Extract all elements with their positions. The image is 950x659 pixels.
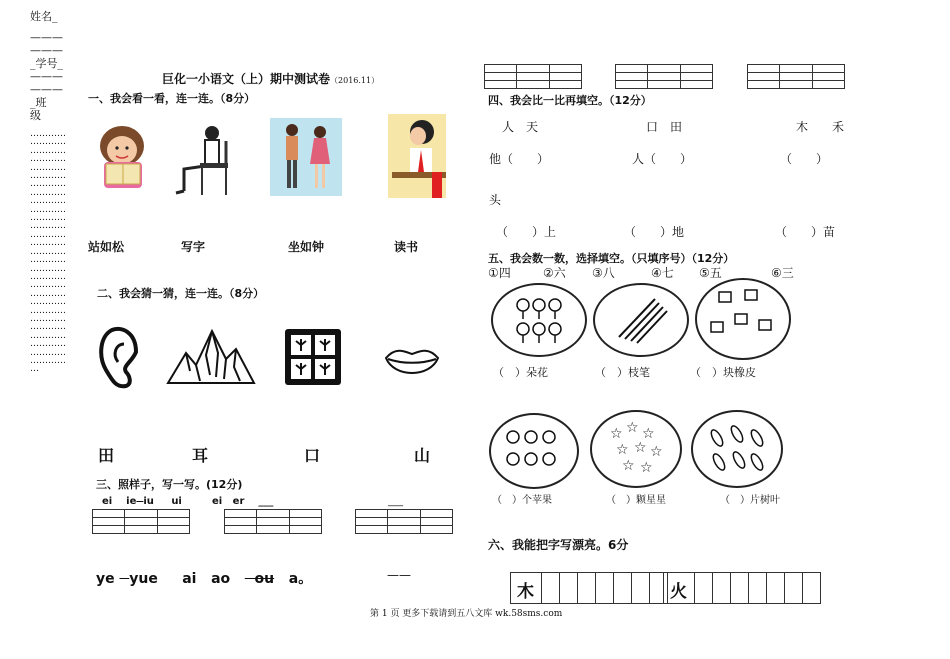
apples-oval [489, 413, 579, 489]
pencil-icons [595, 285, 687, 355]
model-box-mu [510, 572, 542, 604]
pinyin-row-2 [96, 568, 312, 588]
class-label: _班 [30, 96, 47, 109]
label-zhanrusong: 站如松 [88, 240, 125, 254]
pinyin-ui: ui [171, 496, 182, 507]
writing-grid-2[interactable] [224, 509, 322, 534]
pinyin-ei: ei [102, 496, 113, 507]
stars-oval [590, 410, 682, 488]
svg-text:☆: ☆ [650, 444, 663, 460]
svg-text:☆: ☆ [626, 420, 639, 436]
label-zuoruzhong: 坐如钟 [288, 240, 325, 254]
star-icons [592, 412, 680, 486]
standing-children-image [270, 118, 342, 196]
fill-blank[interactable]: （ ） [780, 152, 829, 166]
option-3: ③八 [592, 266, 615, 280]
pinyin-ye: ye [96, 571, 115, 587]
id-label: _学号_ [30, 57, 63, 70]
option-2: ②六 [543, 266, 566, 280]
caption-leaves[interactable]: （ ）片树叶 [720, 495, 780, 506]
class-label-2: 级 [30, 109, 41, 122]
pinyin-ei-2: ei [212, 496, 223, 507]
blank-2: ___ [388, 496, 403, 507]
section3-heading: 三、照样子，写一写。(12分) [96, 478, 243, 491]
pinyin-ao: ao [211, 571, 231, 587]
caption-pencils[interactable]: （ ）枝笔 [595, 366, 650, 379]
top-grid-3[interactable] [747, 64, 845, 89]
pencils-oval [593, 283, 689, 357]
section2-heading: 二、我会猜一猜，连一连。（8分） [97, 287, 265, 300]
title-date: （2016.11） [330, 76, 380, 85]
writing-grid-1[interactable] [92, 509, 190, 534]
option-4: ④七 [651, 266, 674, 280]
pinyin-ie: ie [126, 496, 137, 507]
pinyin-ai: ai [182, 571, 197, 587]
blank-3: —— [387, 568, 411, 582]
name-label: 姓名_ [30, 10, 58, 23]
blank-1: ___ [258, 496, 274, 507]
fill-shang[interactable]: （ ）上 [496, 225, 557, 239]
label-xiezi: 写字 [181, 240, 206, 254]
name-line: ——— [30, 31, 63, 44]
option-1: ①四 [488, 266, 511, 280]
mountain-icon [166, 325, 256, 387]
id-line-2: ——— [30, 83, 63, 96]
girl-writing-image [388, 114, 446, 198]
pinyin-er: er [232, 496, 245, 507]
fill-di[interactable]: （ ）地 [624, 225, 685, 239]
title-text: 巨化一小语文（上）期中测试卷 [162, 72, 331, 86]
pair-kou-tian: 口 田 [646, 120, 683, 134]
apple-icons [491, 415, 577, 487]
fill-miao[interactable]: （ ）苗 [775, 225, 836, 239]
page-title [162, 70, 379, 87]
model-char-mu: 木 [517, 582, 534, 602]
section1-heading: 一、我会看一看，连一连。（8分） [88, 92, 256, 105]
pinyin-iu: iu [143, 496, 154, 507]
section6-heading: 六、我能把字写漂亮。6分 [488, 538, 629, 552]
seal-dotted-line: ………… ………… ………… ………… ………… ………… ………… ………… ………… ………… ………… ………… ………… ………… ………… ………… ………… ………… ………… ………… ………… ………… ………… ………… ………… ………… ………… ………… … [30, 129, 66, 375]
writing-boxes-mu[interactable] [511, 572, 668, 604]
svg-text:☆: ☆ [616, 442, 629, 458]
char-shan: 山 [414, 446, 431, 465]
svg-text:☆: ☆ [642, 426, 655, 442]
pinyin-a: a。 [288, 571, 313, 587]
svg-text:☆: ☆ [610, 426, 623, 442]
svg-text:☆: ☆ [634, 440, 647, 456]
caption-apples[interactable]: （ ）个苹果 [492, 495, 552, 506]
pinyin-example-row-2 [212, 496, 273, 507]
ear-icon [96, 322, 144, 392]
caption-flowers[interactable]: （ ）朵花 [493, 366, 548, 379]
id-line: ——— [30, 70, 63, 83]
pair-ren-tian: 人 天 [502, 120, 539, 134]
section5-heading: 五、我会数一数，选择填空。（只填序号）（12分） [488, 252, 735, 265]
man-sitting-icon [172, 123, 236, 197]
writing-boxes-huo[interactable] [664, 572, 821, 604]
mouth-icon [384, 344, 440, 384]
eraser-icons [697, 280, 789, 358]
fill-tou: 头 [489, 193, 502, 207]
section4-heading: 四、我会比一比再填空。（12分） [488, 94, 652, 107]
flowers-oval [491, 283, 587, 357]
writing-grid-3[interactable] [355, 509, 453, 534]
leaves-oval [691, 410, 783, 488]
girl-reading-icon [92, 120, 154, 192]
student-info-sidebar [30, 10, 64, 374]
svg-text:☆: ☆ [640, 460, 653, 476]
field-icon [283, 327, 343, 387]
top-grid-1[interactable] [484, 64, 582, 89]
caption-stars[interactable]: （ ）颗星星 [606, 495, 666, 506]
page-footer: 第 1 页 更多下载请到五八文库 wk.58sms.com [370, 609, 563, 619]
leaf-icons [693, 412, 781, 486]
fill-ta[interactable]: 他（ ） [489, 152, 550, 166]
pinyin-ou: ou [254, 571, 275, 587]
pair-mu-he: 木 禾 [796, 120, 845, 134]
name-line-2: ——— [30, 44, 63, 57]
pinyin-yue: yue [129, 571, 158, 587]
char-er: 耳 [192, 446, 209, 465]
fill-ren[interactable]: 人（ ） [632, 152, 693, 166]
flower-icons [493, 285, 585, 355]
char-tian: 田 [98, 446, 115, 465]
svg-text:☆: ☆ [622, 458, 635, 474]
model-box-huo [663, 572, 695, 604]
label-dushu: 读书 [394, 240, 419, 254]
top-grid-2[interactable] [615, 64, 713, 89]
erasers-oval [695, 278, 791, 360]
char-kou: 口 [304, 446, 321, 465]
pinyin-example-row [102, 496, 182, 507]
model-char-huo: 火 [670, 582, 687, 602]
option-6: ⑥三 [771, 266, 794, 280]
option-5: ⑤五 [699, 266, 722, 280]
caption-erasers[interactable]: （ ）块橡皮 [690, 366, 756, 379]
